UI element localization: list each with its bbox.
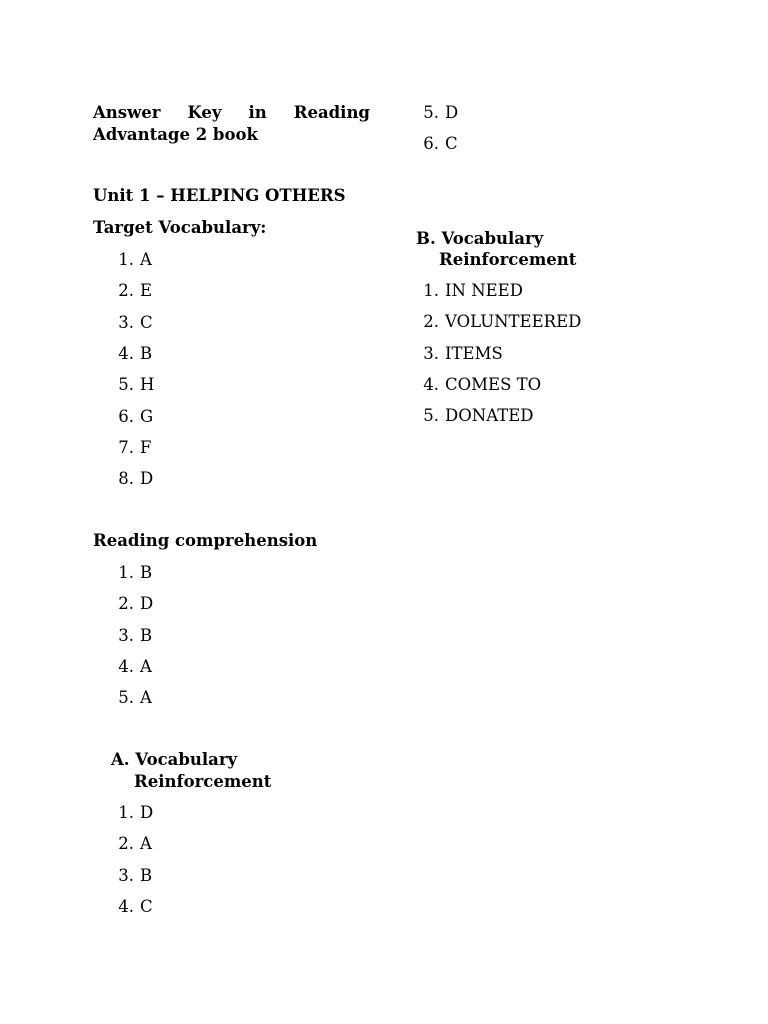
vocab-a-heading-line2: Reinforcement [134, 772, 272, 791]
answer-item [417, 311, 581, 333]
answer-item [417, 280, 523, 302]
title-word: Key [187, 103, 222, 122]
answer-item [112, 656, 152, 678]
answer-value: D [445, 103, 459, 122]
reading-comprehension-heading: Reading comprehension [93, 531, 318, 550]
answer-item [112, 468, 153, 490]
vocab-a-letter: A. [111, 750, 130, 769]
answer-value: B [140, 625, 153, 645]
answer-value: C [140, 312, 153, 332]
answer-number: 5. [118, 688, 134, 708]
answer-value: A [140, 656, 152, 676]
answer-value: C [140, 896, 153, 916]
answer-number: 2. [118, 834, 134, 854]
answer-number: 8. [118, 469, 134, 489]
answer-number: 5. [118, 375, 134, 395]
answer-value: IN NEED [445, 281, 523, 300]
answer-number: 6. [423, 134, 439, 154]
answer-item [112, 280, 152, 302]
document-title-line-1 [93, 102, 370, 124]
answer-number: 2. [118, 594, 134, 614]
document-title-line-2: Advantage 2 book [93, 125, 258, 144]
answer-number: 1. [118, 803, 134, 822]
answer-item [112, 687, 152, 709]
answer-item [112, 833, 152, 855]
answer-value: D [140, 594, 154, 614]
answer-number: 3. [118, 865, 134, 885]
answer-value: G [140, 406, 154, 426]
title-word: Answer [93, 103, 161, 122]
answer-number: 3. [118, 312, 134, 332]
answer-value: B [140, 563, 153, 582]
answer-value: D [140, 469, 154, 489]
answer-value: B [140, 343, 153, 363]
answer-item [417, 102, 458, 124]
answer-number: 4. [118, 656, 134, 676]
answer-value: F [140, 437, 152, 457]
answer-item [112, 896, 153, 918]
answer-number: 5. [423, 103, 439, 122]
answer-item [112, 249, 152, 271]
vocab-a-heading-line1: Vocabulary [135, 750, 238, 769]
vocab-b-heading-line1: Vocabulary [441, 229, 544, 248]
vocab-b-heading-line2: Reinforcement [439, 250, 577, 269]
answer-value: DONATED [445, 406, 534, 426]
answer-number: 3. [118, 625, 134, 645]
target-vocabulary-heading: Target Vocabulary: [93, 218, 267, 237]
vocab-a-heading [111, 749, 237, 771]
answer-number: 1. [423, 281, 439, 300]
answer-value: A [140, 250, 152, 269]
answer-item [417, 343, 503, 365]
answer-number: 6. [118, 406, 134, 426]
answer-number: 7. [118, 437, 134, 457]
answer-value: A [140, 688, 152, 708]
answer-value: COMES TO [445, 374, 542, 394]
answer-item [417, 374, 541, 396]
answer-value: H [140, 375, 155, 395]
answer-number: 3. [423, 343, 439, 363]
answer-number: 4. [118, 896, 134, 916]
answer-item [417, 133, 458, 155]
answer-number: 1. [118, 250, 134, 269]
answer-number: 2. [423, 312, 439, 332]
answer-item [112, 374, 154, 396]
title-word: Reading [293, 103, 370, 122]
answer-item [112, 802, 153, 824]
answer-value: C [445, 134, 458, 154]
answer-item [112, 593, 153, 615]
answer-item [112, 312, 153, 334]
answer-item [112, 865, 152, 887]
answer-item [112, 406, 153, 428]
answer-value: ITEMS [445, 343, 503, 363]
answer-number: 2. [118, 281, 134, 301]
vocab-b-heading [416, 228, 543, 250]
answer-value: A [140, 834, 152, 854]
answer-value: D [140, 803, 154, 822]
answer-value: VOLUNTEERED [445, 312, 582, 332]
answer-number: 4. [423, 374, 439, 394]
answer-value: E [140, 281, 153, 301]
answer-item [112, 437, 151, 459]
answer-item [112, 625, 152, 647]
answer-number: 4. [118, 343, 134, 363]
title-word: in [248, 103, 267, 122]
answer-number: 1. [118, 563, 134, 582]
answer-number: 5. [423, 406, 439, 426]
unit-heading: Unit 1 – HELPING OTHERS [93, 186, 346, 205]
vocab-b-letter: B. [416, 229, 436, 248]
answer-item [112, 343, 152, 365]
answer-value: B [140, 865, 153, 885]
answer-item [417, 405, 534, 427]
answer-item [112, 562, 152, 584]
